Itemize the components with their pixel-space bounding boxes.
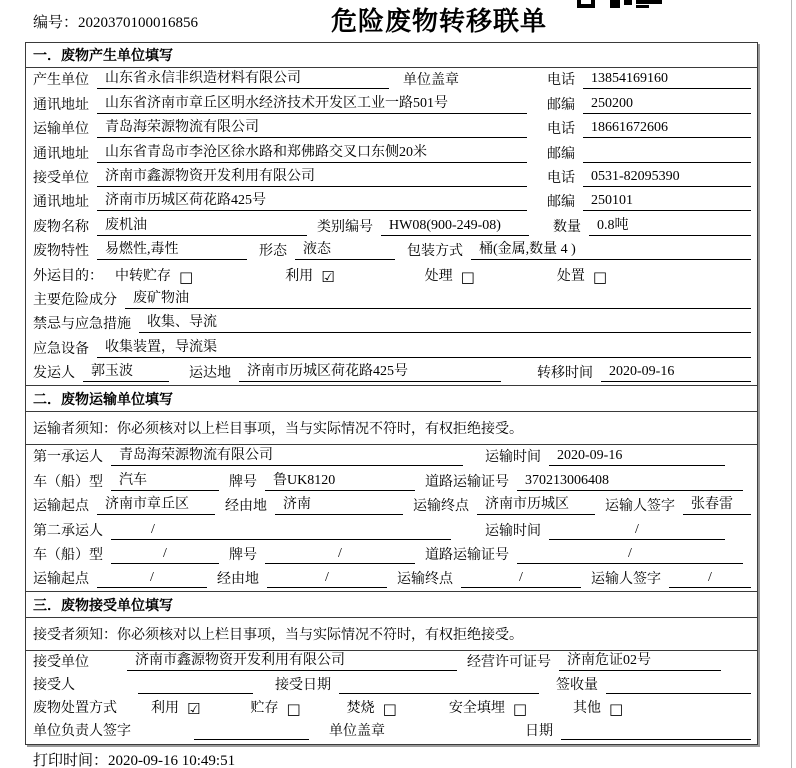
sign1-label: 运输人签字 — [605, 499, 675, 515]
route2-row — [26, 567, 757, 591]
producer-value: 山东省永信非织造材料有限公司 — [97, 67, 389, 89]
qr-block — [624, 0, 632, 5]
hazard-value: 废矿物油 — [125, 287, 751, 309]
plate1-label: 牌号 — [229, 474, 257, 490]
taboo-row — [26, 312, 757, 336]
receiver-notice: 接受者须知：你必须核对以上栏目事项，当与实际情况不符时，有权拒绝接受。 — [26, 618, 757, 651]
vehicle2-value: / — [111, 546, 219, 564]
producer-zip-label: 邮编 — [547, 97, 575, 113]
transfer-time-value: 2020-09-16 — [601, 364, 751, 382]
section3-header: 三．废物接受单位填写 — [26, 591, 757, 618]
received-qty-label: 签收量 — [556, 678, 598, 694]
print-time-value: 2020-09-16 10:49:51 — [108, 753, 236, 768]
plate2-value: / — [265, 546, 415, 564]
end1-value: 济南市历城区 — [477, 493, 595, 515]
end2-label: 运输终点 — [397, 572, 453, 588]
permit2-value: / — [517, 546, 743, 564]
transporter-address-value: 山东省青岛市李沧区徐水路和郑佛路交叉口东侧20米 — [97, 141, 527, 163]
qr-block — [581, 0, 591, 4]
shipper-row — [26, 361, 757, 385]
via2-value: / — [267, 570, 387, 588]
disposal-landfill-checkbox: □ — [512, 700, 528, 719]
disposal-landfill-label: 安全填埋 — [448, 701, 505, 717]
receiver-address-row — [26, 190, 757, 214]
vehicle1-row — [26, 469, 757, 493]
print-time-label: 打印时间： — [33, 753, 109, 768]
transporter-phone-label: 电话 — [547, 122, 575, 138]
disposal-store-label: 贮存 — [250, 701, 279, 717]
carrier2-value: / — [111, 522, 451, 540]
waste-name-value: 废机油 — [97, 214, 307, 236]
via2-label: 经由地 — [217, 572, 259, 588]
serial-value: 2020370100016856 — [78, 15, 199, 31]
acceptor-row — [26, 674, 757, 697]
origin2-label: 运输起点 — [33, 572, 89, 588]
waste-character-row — [26, 239, 757, 263]
transporter-zip-value — [583, 161, 751, 163]
qr-block — [636, 0, 662, 4]
transport-time1-label: 运输时间 — [485, 450, 541, 466]
quantity-label: 数量 — [553, 219, 581, 235]
qr-block — [636, 5, 649, 8]
plate1-value: 鲁UK8120 — [265, 469, 415, 491]
packing-value: 桶(金属,数量 4 ) — [471, 238, 751, 260]
producer-zip-value: 250200 — [583, 96, 751, 114]
taboo-label: 禁忌与应急措施 — [33, 317, 131, 333]
serial-number-line — [33, 11, 198, 32]
equipment-value: 收集装置，导流渠 — [97, 336, 751, 358]
purpose-option-transfer — [115, 265, 193, 285]
quantity-value: 0.8吨 — [589, 214, 751, 236]
end1-label: 运输终点 — [413, 499, 469, 515]
section2-header: 二．废物运输单位填写 — [26, 385, 757, 412]
disposal-option-landfill — [449, 697, 527, 717]
purpose-use-checkbox: ☑ — [321, 267, 335, 286]
destination-label: 运达地 — [189, 366, 231, 382]
disposal-other-label: 其他 — [573, 701, 602, 717]
transporter-row — [26, 117, 757, 141]
disposal-use-label: 利用 — [151, 701, 179, 717]
seal-label: 单位盖章 — [403, 73, 459, 89]
origin1-label: 运输起点 — [33, 499, 89, 515]
packing-label: 包装方式 — [407, 244, 463, 260]
disposal-option-store — [250, 697, 300, 717]
purpose-label: 外运目的： — [33, 268, 103, 284]
purpose-row — [26, 263, 757, 287]
qr-block — [610, 0, 620, 8]
vehicle1-label: 车（船）型 — [33, 474, 103, 490]
waste-name-row — [26, 214, 757, 238]
transport-time2-label: 运输时间 — [485, 523, 541, 539]
serial-label: 编号： — [33, 15, 79, 31]
carrier1-value: 青岛海荣源物流有限公司 — [111, 444, 463, 466]
accept-unit-row — [26, 651, 757, 674]
hazard-label: 主要危险成分 — [33, 292, 117, 308]
receiver-phone-value: 0531-82095390 — [583, 169, 751, 187]
vehicle2-label: 车（船）型 — [33, 548, 103, 564]
form-label: 形态 — [259, 244, 287, 260]
carrier1-label: 第一承运人 — [33, 450, 103, 466]
disposal-option-other — [573, 697, 623, 717]
permit1-value: 370213006408 — [517, 473, 743, 491]
carrier2-row — [26, 518, 757, 542]
sign2-label: 运输人签字 — [591, 572, 661, 588]
shipper-label: 发运人 — [33, 366, 75, 382]
purpose-option-treat — [425, 265, 475, 285]
character-value: 易燃性,毒性 — [97, 238, 247, 260]
origin2-value: / — [97, 570, 207, 588]
purpose-option-use — [285, 265, 334, 285]
acceptor-label: 接受人 — [33, 678, 75, 694]
accept-unit-label: 接受单位 — [33, 655, 89, 671]
purpose-treat-label: 处理 — [424, 268, 453, 284]
disposal-store-checkbox: □ — [286, 700, 301, 719]
producer-label: 产生单位 — [33, 73, 89, 89]
date-label: 日期 — [525, 724, 553, 740]
print-time-line — [33, 749, 235, 768]
disposal-other-checkbox: □ — [609, 700, 624, 719]
producer-address-value: 山东省济南市章丘区明水经济技术开发区工业一路501号 — [97, 92, 527, 114]
carrier2-label: 第二承运人 — [33, 523, 103, 539]
plate2-label: 牌号 — [229, 548, 257, 564]
destination-value: 济南市历城区荷花路425号 — [239, 360, 501, 382]
purpose-option-dispose — [557, 265, 607, 285]
disposal-burn-label: 焚烧 — [346, 701, 375, 717]
purpose-transfer-label: 中转贮存 — [115, 268, 171, 284]
receiver-row — [26, 166, 757, 190]
via1-value: 济南 — [275, 493, 403, 515]
receiver-phone-label: 电话 — [547, 170, 575, 186]
page-edge-line — [791, 0, 792, 768]
disposal-option-use — [151, 697, 200, 717]
vehicle2-row — [26, 543, 757, 567]
receiver-address-value: 济南市历城区荷花路425号 — [97, 189, 527, 211]
producer-address-row — [26, 92, 757, 116]
manifest-table — [25, 42, 758, 745]
sign1-value: 张春雷 — [683, 493, 751, 515]
disposal-row — [26, 697, 757, 720]
address-label: 通讯地址 — [33, 146, 89, 162]
transporter-label: 运输单位 — [33, 122, 89, 138]
purpose-dispose-label: 处置 — [556, 268, 585, 284]
receiver-zip-value: 250101 — [583, 193, 751, 211]
transfer-time-label: 转移时间 — [537, 366, 593, 382]
equipment-row — [26, 336, 757, 360]
acceptor-value — [138, 692, 253, 694]
unit-seal-label: 单位盖章 — [329, 724, 385, 740]
accept-unit-value: 济南市鑫源物资开发利用有限公司 — [127, 649, 457, 671]
character-label: 废物特性 — [33, 244, 89, 260]
accept-date-value — [339, 692, 539, 694]
qr-code-fragment — [577, 0, 669, 9]
shipper-value: 郭玉波 — [83, 360, 169, 382]
via1-label: 经由地 — [225, 499, 267, 515]
purpose-treat-checkbox: □ — [460, 267, 475, 286]
receiver-value: 济南市鑫源物资开发利用有限公司 — [97, 165, 527, 187]
transporter-address-row — [26, 141, 757, 165]
permit1-label: 道路运输证号 — [425, 474, 509, 490]
hazard-row — [26, 288, 757, 312]
disposal-burn-checkbox: □ — [382, 700, 397, 719]
waste-name-label: 废物名称 — [33, 219, 89, 235]
receiver-zip-label: 邮编 — [547, 195, 575, 211]
license-label: 经营许可证号 — [467, 655, 551, 671]
origin1-value: 济南市章丘区 — [97, 493, 215, 515]
category-value: HW08(900-249-08) — [381, 218, 529, 236]
permit2-label: 道路运输证号 — [425, 548, 509, 564]
accept-date-label: 接受日期 — [275, 678, 331, 694]
purpose-transfer-checkbox: □ — [179, 267, 194, 286]
producer-row — [26, 68, 757, 92]
receiver-label: 接受单位 — [33, 170, 89, 186]
disposal-option-burn — [347, 697, 397, 717]
disposal-label: 废物处置方式 — [33, 701, 117, 717]
page-title: 危险废物转移联单 — [331, 6, 548, 36]
transporter-zip-label: 邮编 — [547, 146, 575, 162]
form-value: 液态 — [295, 238, 395, 260]
transport-time2-value: / — [549, 522, 725, 540]
producer-phone-label: 电话 — [547, 73, 575, 89]
date-value — [561, 738, 751, 740]
purpose-dispose-checkbox: □ — [592, 267, 608, 286]
address-label: 通讯地址 — [33, 97, 89, 113]
disposal-use-checkbox: ☑ — [187, 700, 201, 719]
taboo-value: 收集、导流 — [139, 311, 751, 333]
transporter-value: 青岛海荣源物流有限公司 — [97, 116, 527, 138]
address-label: 通讯地址 — [33, 195, 89, 211]
purpose-use-label: 利用 — [285, 268, 314, 284]
category-label: 类别编号 — [317, 219, 373, 235]
route1-row — [26, 494, 757, 518]
vehicle1-value: 汽车 — [111, 469, 219, 491]
responsible-sign-row — [26, 720, 757, 743]
producer-phone-value: 13854169160 — [583, 71, 751, 89]
carrier1-row — [26, 445, 757, 469]
responsible-sign-value — [194, 738, 309, 740]
transport-time1-value: 2020-09-16 — [549, 448, 725, 466]
responsible-sign-label: 单位负责人签字 — [33, 724, 131, 740]
license-value: 济南危证02号 — [559, 649, 721, 671]
received-qty-value — [606, 692, 751, 694]
section1-header: 一．废物产生单位填写 — [26, 43, 757, 68]
transporter-phone-value: 18661672606 — [583, 120, 751, 138]
transporter-notice: 运输者须知：你必须核对以上栏目事项，当与实际情况不符时，有权拒绝接受。 — [26, 412, 757, 445]
equipment-label: 应急设备 — [33, 341, 89, 357]
sign2-value: / — [669, 570, 751, 588]
end2-value: / — [461, 570, 581, 588]
